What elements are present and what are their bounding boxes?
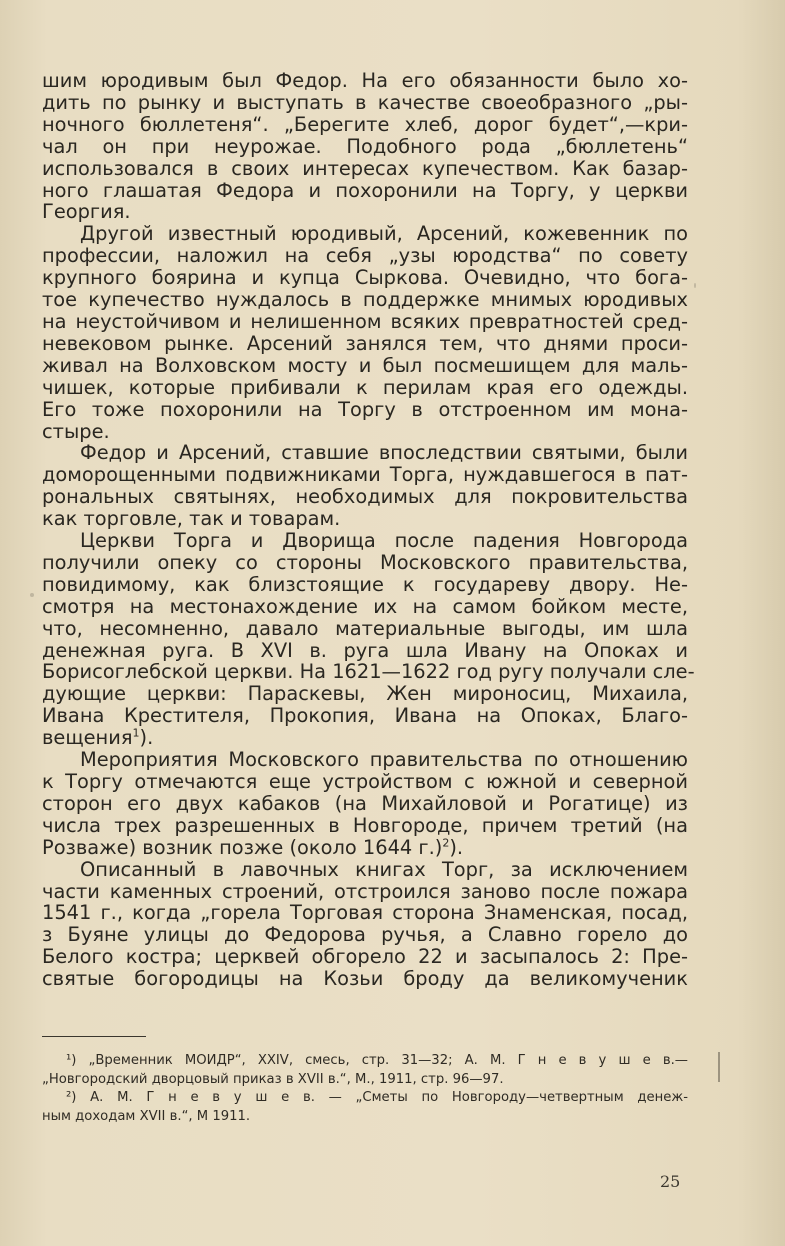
text-line: сторон его двух кабаков (на Михайловой и Рогатице) из xyxy=(42,791,688,815)
text-line: получили опеку со стороны Московского правительства, xyxy=(42,550,688,574)
text-line: Описанный в лавочных книгах Торг, за исключением xyxy=(80,857,688,881)
footnote-ref: 1 xyxy=(132,726,140,740)
text-line: числа трех разрешенных в Новгороде, причем третий (на xyxy=(42,813,688,837)
text-line: стыре. xyxy=(42,419,110,443)
text-line: Другой известный юродивый, Арсений, кожевенник по xyxy=(80,222,688,246)
text-line: денежная руга. В XVI в. руга шла Ивану на Опоках и xyxy=(42,638,688,662)
text-line: чишек, которые прибивали к перилам края его одежды. xyxy=(42,375,688,399)
footnote-ref: 2 xyxy=(442,836,450,850)
text-line: крупного боярина и купца Сыркова. Очевидно, что бога- xyxy=(42,266,688,290)
text-line: на неустойчивом и нелишенном всяких превратностей сред- xyxy=(42,309,688,333)
text-line: Ивана Крестителя, Прокопия, Ивана на Опоках, Благо- xyxy=(42,704,688,728)
text-line: как торговле, так и товарам. xyxy=(42,507,341,531)
text-line: ночного бюллетеня“. „Берегите хлеб, дорог будет“,—кри- xyxy=(42,112,688,136)
footnote-ref-close: ). xyxy=(449,835,464,859)
text-fragment: Розваже) возник позже (около 1644 г.) xyxy=(42,835,443,859)
scan-spot xyxy=(30,593,34,597)
text-line: профессии, наложил на себя „узы юродства“ по совету xyxy=(42,244,688,268)
text-line: Федор и Арсений, ставшие впоследствии святыми, были xyxy=(80,441,688,465)
page-number: 25 xyxy=(660,1172,681,1191)
footnotes xyxy=(42,1052,688,1126)
text-line: живал на Волховском мосту и был посмешищем для маль- xyxy=(42,353,688,377)
footnote-ref-close: ). xyxy=(139,726,154,750)
text-line: доморощенными подвижниками Торга, нуждавшегося в пат- xyxy=(42,463,688,487)
text-line xyxy=(42,837,688,859)
footnote-line: ным доходам XVII в.“, М 1911. xyxy=(42,1108,251,1124)
text-line: ного глашатая Федора и похоронили на Торгу, у церкви xyxy=(42,178,688,202)
footnote-divider xyxy=(42,1036,146,1037)
text-line: дующие церкви: Параскевы, Жен мироносиц, Михаила, xyxy=(42,682,688,706)
text-line: чал он при неурожае. Подобного рода „бюллетень“ xyxy=(42,134,688,158)
text-line: з Буяне улицы до Федорова ручья, а Славно горело до xyxy=(42,923,688,947)
text-line: части каменных строений, отстроился заново после пожара xyxy=(42,879,688,903)
text-line: к Торгу отмечаются еще устройством с южной и северной xyxy=(42,770,688,793)
text-line: использовался в своих интересах купечеством. Как базар- xyxy=(42,156,688,180)
text-line: смотря на местонахождение их на самом бойком месте, xyxy=(42,594,688,618)
text-line: Георгия. xyxy=(42,200,131,224)
text-line: святые богородицы на Козьи броду да великомученик xyxy=(42,967,688,991)
text-line: Борисоглебской церкви. На 1621—1622 год ругу получали сле- xyxy=(42,660,695,684)
text-line: 1541 г., когда „горела Торговая сторона Знаменская, посад, xyxy=(42,901,688,925)
text-fragment: вещения xyxy=(42,726,133,750)
text-line: повидимому, как близстоящие к государеву двору. Не- xyxy=(42,572,688,596)
text-line: что, несомненно, давало материальные выгоды, им шла xyxy=(42,616,688,640)
text-line: шим юродивым был Федор. На его обязанности было хо- xyxy=(42,69,688,92)
scan-artifact xyxy=(718,1052,720,1082)
scan-spot xyxy=(694,283,696,288)
text-line: Белого кострa; церквей обгорело 22 и засыпалось 2: Пре- xyxy=(42,945,688,969)
text-line: тое купечество нуждалось в поддержке мнимых юродивых xyxy=(42,288,688,312)
footnote-line: „Новгородский дворцовый приказ в XVII в.“, М., 1911, стр. 96—97. xyxy=(42,1071,504,1087)
text-line: дить по рынку и выступать в качестве своеобразного „ры- xyxy=(42,90,688,114)
footnote-line: ²) А. М. Г н е в у ш е в. — „Сметы по Новгороду—четвертным денеж- xyxy=(66,1090,688,1105)
main-text xyxy=(42,69,695,991)
text-line: Церкви Торга и Дворища после падения Новгорода xyxy=(80,529,688,553)
text-line: Мероприятия Московского правительства по отношению xyxy=(80,748,688,772)
text-line: невековом рынке. Арсений занялся тем, что днями проси- xyxy=(42,331,688,355)
footnote-line: ¹) „Временник МОИДР“, XXIV, смесь, стр. 31—32; А. М. Г н е в у ш е в.— xyxy=(66,1053,688,1068)
text-line: рональных святынях, необходимых для покровительства xyxy=(42,485,688,509)
text-line: Его тоже похоронили на Торгу в отстроенном им мона- xyxy=(42,397,688,421)
text-line xyxy=(42,727,688,749)
